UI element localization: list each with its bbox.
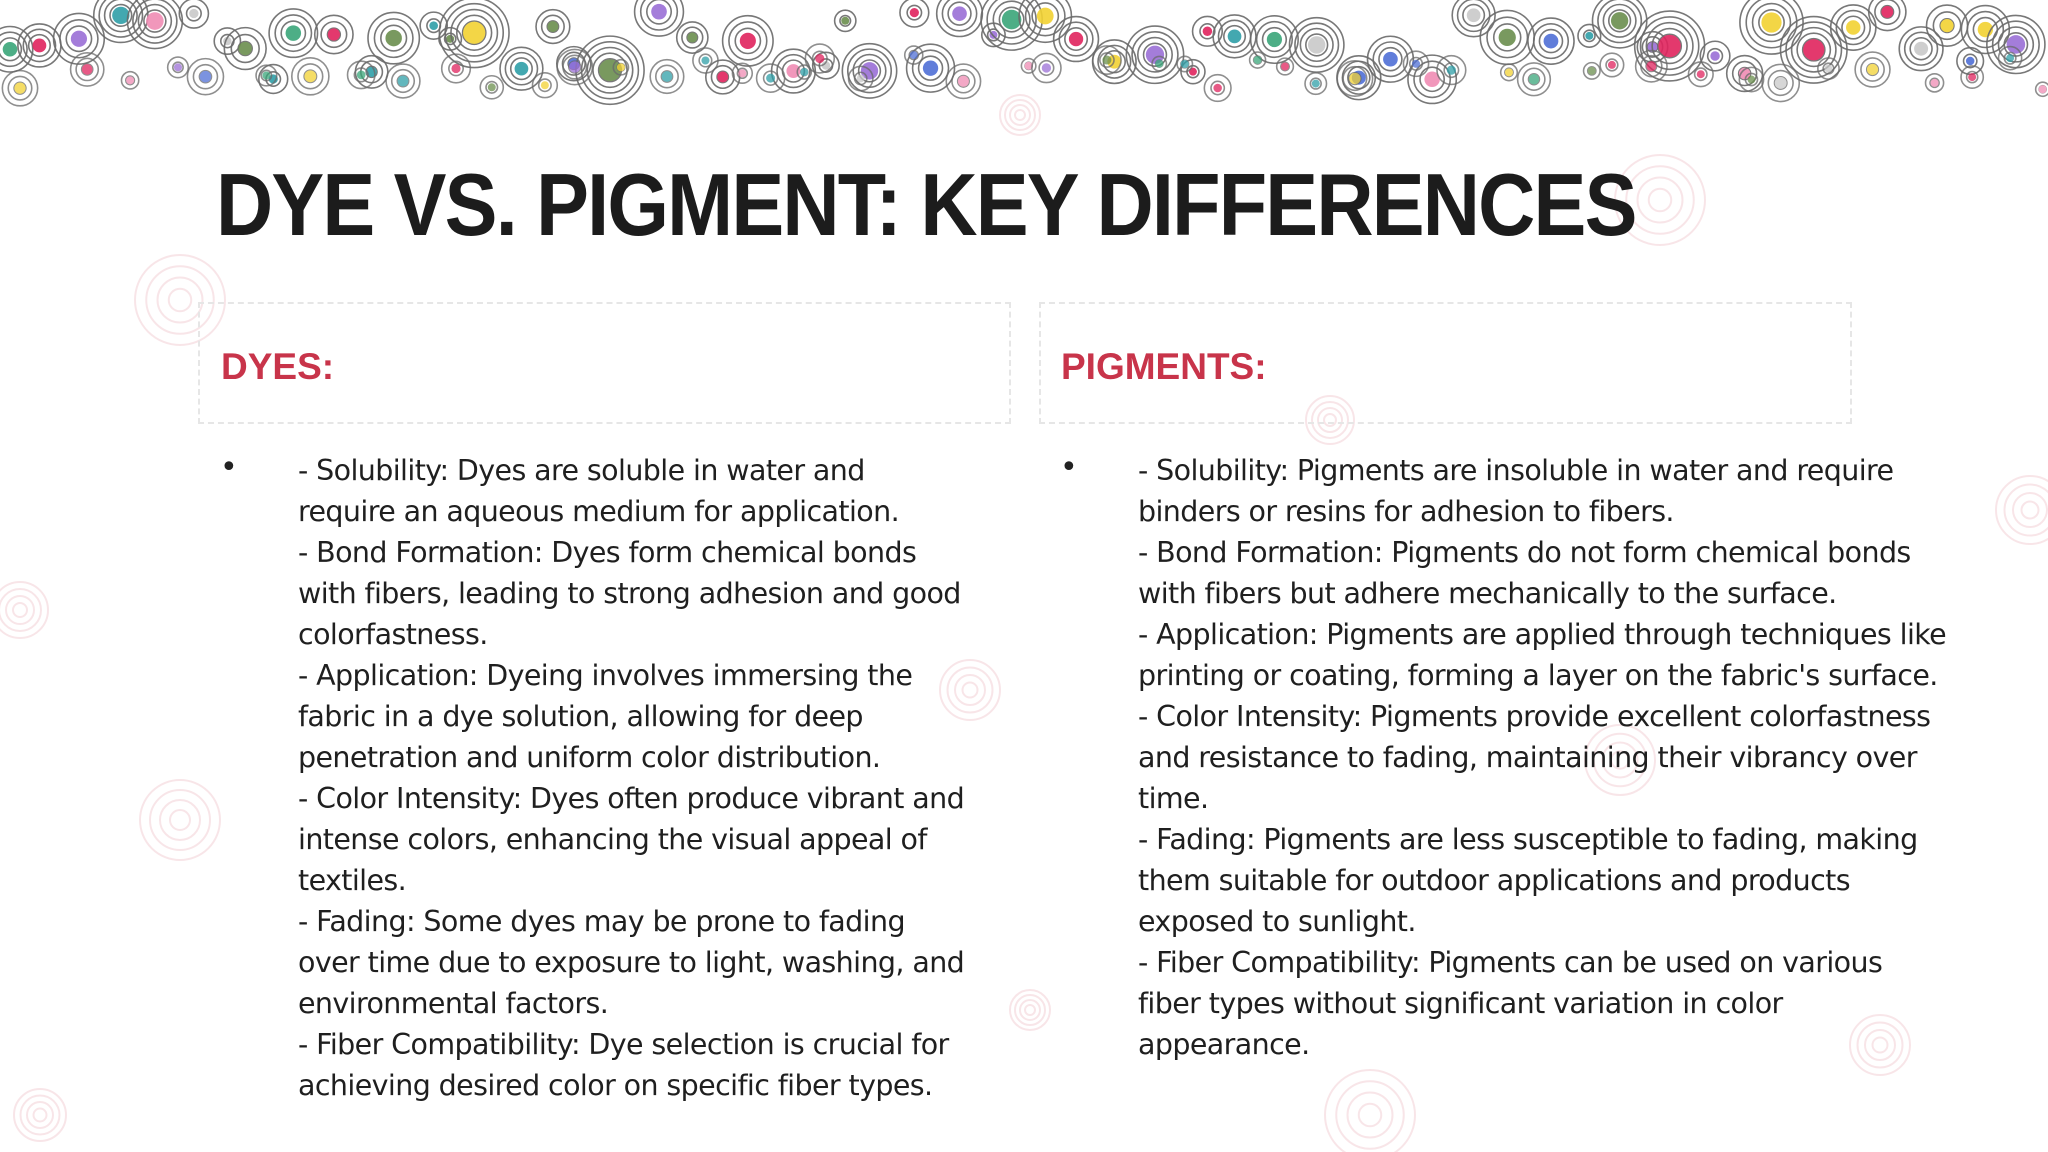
concentric-circle-icon (1518, 63, 1551, 96)
faint-circle-icon (0, 582, 48, 638)
concentric-circle-icon (1305, 73, 1326, 94)
concentric-circle-icon (1193, 16, 1223, 46)
pigments-line: fiber types without significant variation in color (1138, 987, 1783, 1020)
concentric-circle-icon (1727, 56, 1763, 92)
concentric-circle-icon (1961, 6, 2009, 54)
concentric-circle-icon (557, 49, 592, 84)
concentric-circle-icon (732, 63, 752, 83)
faint-circle-icon (14, 1089, 66, 1141)
dyes-line: require an aqueous medium for application. (298, 495, 900, 528)
pigments-line: and resistance to fading, maintaining their vibrancy over (1138, 741, 1917, 774)
concentric-circle-icon (386, 64, 420, 98)
faint-circle-icon (140, 780, 220, 860)
concentric-circle-icon (1501, 64, 1518, 81)
dyes-line: - Fiber Compatibility: Dye selection is crucial for (298, 1028, 949, 1061)
concentric-circle-icon (1528, 18, 1574, 64)
pigments-line: them suitable for outdoor applications and products (1138, 864, 1850, 897)
faint-circle-icon (1000, 95, 1040, 135)
dyes-line: with fibers, leading to strong adhesion and good (298, 577, 961, 610)
concentric-circle-icon (1635, 11, 1705, 81)
concentric-circle-icon (1961, 66, 1983, 88)
concentric-circle-icon (1213, 15, 1256, 58)
concentric-circle-icon (1688, 62, 1713, 87)
concentric-circle-icon (179, 0, 208, 28)
pigments-line: printing or coating, forming a layer on the fabric's surface. (1138, 659, 1938, 692)
concentric-circle-icon (224, 28, 266, 70)
concentric-circle-icon (1177, 56, 1192, 71)
pigments-line: - Color Intensity: Pigments provide excellent colorfastness (1138, 700, 1931, 733)
pigments-text (1138, 450, 1998, 1065)
concentric-circle-icon (1337, 61, 1372, 96)
dyes-line: over time due to exposure to light, washing, and (298, 946, 965, 979)
concentric-circle-icon (1869, 0, 1906, 31)
dyes-heading: DYES: (221, 346, 335, 387)
concentric-circle-icon (1636, 50, 1667, 81)
dyes-line: - Solubility: Dyes are soluble in water and (298, 454, 865, 487)
concentric-circle-icon (757, 64, 785, 92)
pigments-line: - Fiber Compatibility: Pigments can be used on various (1138, 946, 1883, 979)
slide-title: DYE VS. PIGMENT: KEY DIFFERENCES (216, 155, 1636, 254)
dyes-line: fabric in a dye solution, allowing for deep (298, 700, 863, 733)
concentric-circle-icon (835, 10, 856, 31)
concentric-circle-icon (1740, 0, 1803, 54)
concentric-circle-icon (635, 0, 684, 36)
concentric-circle-icon (168, 57, 189, 78)
concentric-circle-icon (772, 49, 816, 93)
faint-circle-icon (1996, 476, 2048, 544)
concentric-circle-icon (1818, 58, 1839, 79)
concentric-circle-icon (315, 15, 353, 53)
concentric-circle-icon (214, 28, 240, 54)
faint-circle-icon (1325, 1070, 1415, 1152)
concentric-circle-icon (368, 12, 419, 63)
concentric-circle-icon (1367, 36, 1413, 82)
concentric-circle-icon (500, 47, 543, 90)
pigments-line: appearance. (1138, 1028, 1310, 1061)
pigments-line: - Bond Formation: Pigments do not form chemical bonds (1138, 536, 1911, 569)
pigments-bullet: • (1060, 450, 1078, 485)
concentric-circle-icon (723, 16, 773, 66)
concentric-circle-icon (536, 10, 570, 44)
pigments-line: time. (1138, 782, 1209, 815)
concentric-circle-icon (1957, 48, 1984, 75)
dyes-line: intense colors, enhancing the visual appeal of (298, 823, 927, 856)
dyes-line: achieving desired color on specific fiber types. (298, 1069, 933, 1102)
concentric-circle-icon (269, 9, 317, 57)
pigments-line: binders or resins for adhesion to fibers. (1138, 495, 1674, 528)
concentric-circle-icon (693, 48, 718, 73)
concentric-circle-icon (1204, 75, 1231, 102)
concentric-circle-icon (981, 0, 1042, 50)
concentric-circle-icon (650, 60, 684, 94)
concentric-circle-icon (71, 53, 104, 86)
concentric-circle-icon (292, 58, 329, 95)
concentric-circle-icon (480, 76, 503, 99)
concentric-circle-icon (1700, 41, 1730, 71)
pigments-line: exposed to sunlight. (1138, 905, 1416, 938)
concentric-circle-icon (1437, 56, 1466, 85)
dyes-line: - Application: Dyeing involves immersing the (298, 659, 913, 692)
concentric-circle-icon (900, 0, 929, 27)
concentric-circle-icon (1600, 53, 1624, 77)
concentric-circle-icon (1926, 74, 1944, 92)
pigments-line: with fibers but adhere mechanically to the surface. (1138, 577, 1837, 610)
pigments-line: - Solubility: Pigments are insoluble in water and require (1138, 454, 1894, 487)
concentric-circle-icon (937, 0, 983, 36)
concentric-circle-icon (706, 60, 740, 94)
concentric-circle-icon (2036, 82, 2048, 96)
dyes-line: - Color Intensity: Dyes often produce vibrant and (298, 782, 965, 815)
concentric-circle-icon (2, 71, 37, 106)
concentric-circle-icon (1762, 64, 1799, 101)
dyes-line: penetration and uniform color distribution. (298, 741, 881, 774)
dyes-bullet: • (220, 450, 238, 485)
dyes-line: environmental factors. (298, 987, 609, 1020)
dyes-line: - Bond Formation: Dyes form chemical bonds (298, 536, 917, 569)
dyes-text (298, 450, 1018, 1106)
concentric-circle-icon (1480, 10, 1534, 64)
pigments-heading: PIGMENTS: (1061, 346, 1267, 387)
concentric-circle-icon (121, 72, 138, 89)
pigments-line: - Fading: Pigments are less susceptible to fading, making (1138, 823, 1918, 856)
dyes-line: colorfastness. (298, 618, 488, 651)
concentric-circle-icon (1054, 17, 1099, 62)
concentric-circle-icon (1584, 63, 1600, 79)
dyes-line: textiles. (298, 864, 407, 897)
concentric-circle-icon (1855, 52, 1890, 87)
dyes-line: - Fading: Some dyes may be prone to fading (298, 905, 905, 938)
concentric-circle-icon (442, 54, 471, 83)
concentric-circle-icon (946, 64, 980, 98)
concentric-circle-icon (187, 59, 223, 95)
pigments-line: - Application: Pigments are applied through techniques like (1138, 618, 1947, 651)
